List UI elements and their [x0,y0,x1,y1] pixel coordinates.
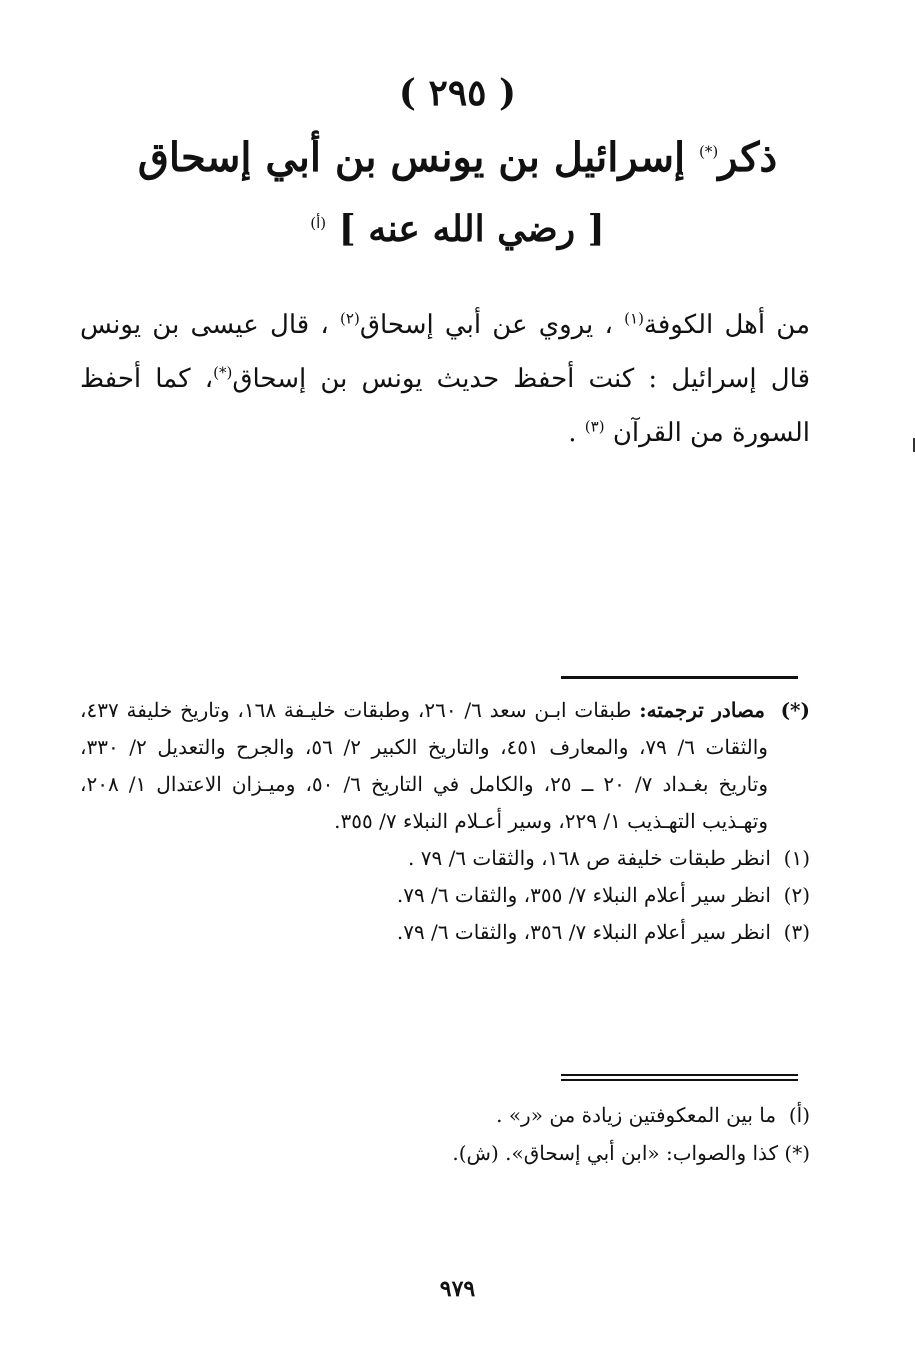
footnote-label: (*) [780,698,810,722]
sources-footnote [80,692,810,840]
entry-subtitle-text: [ رضي الله عنه ] [338,208,605,250]
subtitle-footnote-ref[interactable]: (أ) [310,214,327,232]
footnote-label: (٣) [783,920,810,944]
editor-notes-section [80,1096,810,1172]
entry-title-name: إسرائيل بن يونس بن أبي إسحاق [137,134,700,181]
editor-notes-divider-bottom [561,1079,798,1081]
body-text-part: ، كما أحفظ السورة من القرآن [80,364,810,448]
body-text-part: من أهل الكوفة [643,310,811,340]
editor-note-label: (*) [784,1141,810,1165]
footnote-ref-star[interactable]: (*) [213,363,233,382]
entry-title [0,134,915,181]
editor-note-label: (أ) [788,1103,810,1127]
footnote-label: (١) [783,846,810,870]
editor-notes-divider-top [561,1074,798,1076]
entry-number: ( ٢٩٥ ) [398,72,517,114]
footnote-text: انظر سير أعلام النبلاء ٧/ ٣٥٥، والثقات ٦/ ٧٩. [396,883,771,907]
footnote-2 [80,877,810,914]
footnote-1 [80,840,810,877]
entry-subtitle [0,208,915,250]
footnote-text: انظر سير أعلام النبلاء ٧/ ٣٥٦، والثقات ٦/ ٧٩. [396,920,771,944]
footnote-3 [80,914,810,951]
editor-note-star [80,1134,810,1172]
footnote-text: انظر طبقات خليفة ص ١٦٨، والثقات ٦/ ٧٩ . [408,846,771,870]
footnote-ref-3[interactable]: (٣) [584,417,605,436]
editor-note-text: ما بين المعكوفتين زيادة من «ر» . [496,1103,777,1127]
body-text-part: ، قال عيسى بن يونس قال إسرائيل : كنت أحفظ حديث يونس بن إسحاق [80,310,810,394]
body-text-part: ، يروي عن أبي إسحاق [359,310,625,340]
sources-heading: مصادر ترجمته: [639,698,765,722]
footnote-ref-1[interactable]: (١) [624,309,644,328]
body-text-part: . [568,418,585,448]
page-number: ٩٧٩ [439,1276,476,1302]
editor-note-a [80,1096,810,1134]
sources-text: طبقات ابـن سعد ٦/ ٢٦٠، وطبقات خليـفة ١٦٨، وتاريخ خليفة ٤٣٧، والثقات ٦/ ٧٩، والمعارف ٤٥١، والتاريخ الكبير ٢/ ٥٦، والجرح والتعديل ٢/ ٣٣٠، وتاريخ بغـداد ٧/ ٢٠ ــ ٢٥، والكامل في التاريخ ٦/ ٥٠، وميـزان الاعتدال ١/ ٢٠٨، وتهـذيب التهـذيب ١/ ٢٢٩، وسير أعـلام النبلاء ٧/ ٣٥٥. [80,698,768,833]
footnotes-section [80,692,810,951]
footnote-label: (٢) [783,883,810,907]
entry-title-word: ذكر [718,134,778,181]
footnote-ref-2[interactable]: (٢) [340,309,360,328]
title-footnote-ref[interactable]: (*) [699,142,719,161]
footnote-divider [561,676,798,679]
editor-note-text: كذا والصواب: «ابن أبي إسحاق». (ش). [452,1141,779,1165]
main-paragraph [80,298,810,460]
